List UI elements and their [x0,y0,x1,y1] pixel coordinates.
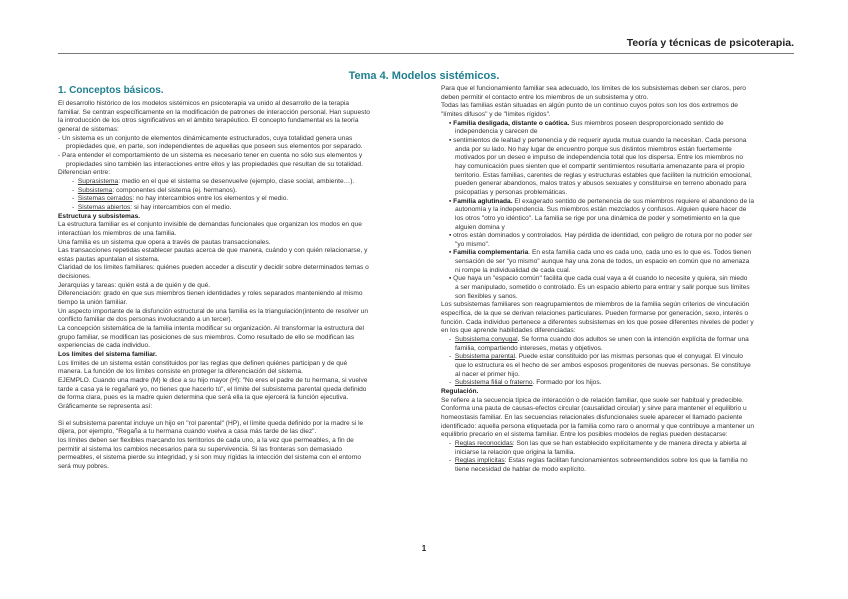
bullet-text: Que haya un "espacio común" facilita que cada cual vaya a él cuando lo necesite y quiera, sin miedo [453,275,748,283]
text-line: Los subsistemas familiares son reagrupamientos de miembros de la familia según criterios de vinculación [441,301,750,309]
text-line: conflicto familiar de dos personas involucrando a un tercer). [58,316,233,324]
text-line: ▪ Que haya un "espacio común" facilita que cada cual vaya a él cuando lo necesite y quiera, sin miedo [449,275,748,283]
text-line: manera. La función de los límites consiste en proteger la diferenciación del sistema. [58,368,303,376]
bullet-text: . En esta familia cada uno es cada uno, cada uno es lo que es. Todos tienen [528,249,752,257]
bullet-text: Sus miembros poseen desproporcionado sentido de [569,119,724,127]
text-line: Las transacciones repetidas establecer pautas acerca de que manera, cuándo y con quién relacionarse, y [58,247,368,255]
subheading: Los límites del sistema familiar. [58,351,157,359]
subsystem-text: . Formado por los hijos. [532,379,602,387]
subsystem-text: . Se forma cuando dos adultos se unen con la intención explícita de formar una [517,336,749,344]
rule-term: Reglas reconocidas [454,439,513,447]
text-line: Diferencian entre: [58,169,111,177]
term-item: - Sistemas abiertos: si hay intercambios con el medio. [72,203,232,211]
bullet-text: otros están dominados y controlados. Hay pérdida de identidad, con peligro de rotura por no poder ser [453,232,753,240]
term-definition: : medio en el que el sistema se desenvuelve (ejemplo, clase social, ambiente…). [118,177,355,185]
text-line: alguien domina y [455,223,505,231]
term-definition: : no hay intercambios entre los elementos y el medio. [132,195,289,203]
text-line: ni rompe la individualidad de cada cual. [455,266,571,274]
bullet-text: El exagerado sentido de pertenencia de sus miembros requiere el abandono de la [512,197,755,205]
text-line: Los límites de un sistema están constituidos por las reglas que definen quiénes participan y de qué [58,359,348,367]
term-item: - Suprasistema: medio en el que el sistema se desenvuelve (ejemplo, clase social, ambiente…). [72,177,355,185]
figure-gap [58,412,416,420]
term-label: Suprasistema [77,177,119,185]
text-line: propiedades sino también las interacciones entre ellos y las propiedades que resultan de su totalidad. [66,160,363,168]
text-line: - Para entender el comportamiento de un sistema es necesario tener en cuenta no sólo sus elementos y [58,151,363,159]
text-line: "límites difusos" y de "límites rígidos". [441,110,551,118]
header-rule [58,53,794,54]
text-line: La estructura familiar es el conjunto invisible de demandas funcionales que organizan los modos en que [58,221,362,229]
text-line: "yo mismo". [455,240,490,248]
subsystem-term: Subsistema conyugal [454,336,518,344]
text-line: permitir al sistema los cambios necesarios para su supervivencia. Si las fronteras son demasiado [58,445,343,453]
rule-term: Reglas implícitas [454,457,505,465]
text-line: Si el subsistema parental incluye un hijo en "rol parental" (HP), el límite queda definido por la madre si le [58,419,364,427]
subheading: Regulación. [441,387,479,395]
text-line: pueden generar abandonos, malos tratos y abusos sexuales y constituirse en terreno abonado para [455,180,747,188]
text-line: - Un sistema es un conjunto de elementos dinámicamente estructurados, cuya totalidad genera unas [58,134,353,142]
text-line: tiene necesidad de hablar de modo explícito. [455,465,586,473]
document-header-title: Teoría y técnicas de psicoterapia. [626,37,794,49]
term-item: - Subsistema: componentes del sistema (ej. hermanos). [72,186,237,194]
text-line: propiedades que, en parte, son independientes de aquellas que poseen sus elementos por separado. [66,143,363,151]
text-line: de forma clara, pues es la madre quien determina que será ella la que ejercerá la función ejecutiva. [58,394,349,402]
text-line: grupo familiar, se modifican las posiciones de sus miembros. Como resultado de ello se modifican las [58,333,355,341]
text-line: Todas las familias están situadas en algún punto de un continuo cuyos polos son los dos extremos de [441,102,738,110]
text-line: dijera, por ejemplo, "Regaña a tu hermana cuando vuelva a casa más tarde de las diez". [58,428,317,436]
rule-item: - Reglas implícitas: Estas reglas facilitan funcionamientos sobreentendidos sobre los que la familia no [449,457,748,465]
text-line: específica, de la que se derivan relaciones particulares. Pueden formarse por generación, sexo, interés o [441,310,749,318]
text-line: que lo estructura es el hecho de ser ambos esposos progenitores de nuevas personas. Se constituye [455,362,751,369]
term-label: Subsistema [77,186,113,194]
text-line: en los que aprende habilidades diferenciadas: [441,327,576,335]
text-line: identificado: aquella persona etiquetada por la familia como raro o anormal y que contribuye a mantener un [441,422,755,430]
bullet-text: sentimientos de lealtad y pertenencia y de requerir ayuda mutua cuando la necesitan. Cada persona [453,136,747,144]
text-line: El desarrollo histórico de los modelos sistémicos en psicoterapia va unido al desarrollo de la terapia [58,100,350,107]
text-line: La concepción sistemática de la familia intenta modificar su organización. Al transformar la estructura del [58,325,365,333]
text-line: será muy pobres. [58,462,109,470]
text-line: motivados por un deseo e impulso de independencia total que los dispersa. Entre los miembros no [455,154,744,162]
text-line: tarde a casa ya le regañaré yo, no tienes que hacerlo tú", el límite del subsistema parental queda definido [58,385,367,393]
text-line: EJEMPLO. Cuando una madre (M) le dice a su hijo mayor (H): "No eres el padre de tu hermana, si vuelve [58,377,368,384]
text-line: sensación de ser "yo mismo" aunque hay una zona de todos, un espacio en común que no amenaza [455,258,750,266]
text-line: familia, compartiendo intereses, metas y objetivos. [455,344,603,352]
text-line: a ser manipulado, sometido o controlado. Es un espacio abierto para entrar y salir porque sus límites [455,284,750,292]
text-line: al nacer el primer hijo. [455,370,520,378]
subheading: Estructura y subsistemas. [58,212,141,220]
text-line: familiar. Se centran específicamente en la modificación de patrones de interacción personal. Han supuesto [58,108,370,116]
term-label: Sistemas cerrados [77,195,133,203]
text-line: anda por su lado. No hay lugar de encuentro porque sus distintos miembros están fuertemente [455,145,732,153]
text-line: Jerarquías y tareas: quién está a de quién y de qué. [58,281,211,289]
section-title: 1. Conceptos básicos. [58,85,164,96]
text-line: independencia y carecen de [455,128,538,136]
subsystem-text: . Puede estar constituido por las mismas personas que el conyugal. El vínculo [515,353,743,361]
bullet-term: Familia aglutinada. [453,197,513,205]
text-line: ▪ sentimientos de lealtad y pertenencia y de requerir ayuda mutua cuando la necesitan. Cada persona [449,136,747,144]
rule-text: : Son las que se han establecido explícitamente y de manera directa y abierta al [512,439,747,447]
text-line: Un aspecto importante de la disfunción estructural de una familia es la triangulación(intento de resolver un [58,307,369,315]
text-line: los límites deben ser flexibles marcando los territorios de cada uno, a la vez que permeables, a fin de [58,436,354,444]
subsystem-term: Subsistema parental [454,353,515,361]
text-line: equilibrio precario en el sistema familiar. Entre los posibles modelos de reglas pueden destacarse: [441,431,728,439]
term-definition: : si hay intercambios con el medio. [130,203,232,211]
page-number: 1 [421,544,427,553]
text-line: Para que el funcionamiento familiar sea adecuado, los límites de los subsistemas deben ser claros, pero [441,85,746,92]
text-line: iniciarse la relación que origina la familia. [455,448,576,456]
bullet-term: Familia desligada, distante o caótica. [453,119,570,127]
text-line: experiencias de cada individuo. [58,342,151,350]
text-line: deben permitir el contacto entre los miembros de un subsistema y otro. [441,93,649,101]
text-line: homeostasis familiar. En las secuencias relacionales disfuncionales suele aparecer el llamado paciente [441,413,743,421]
text-line: Gráficamente se representa así: [58,402,153,410]
text-line: ▪ otros están dominados y controlados. Hay pérdida de identidad, con peligro de rotura por no poder ser [449,232,753,240]
subsystem-item: - Subsistema parental. Puede estar constituido por las mismas personas que el conyugal. El vínculo [449,353,743,361]
term-item: - Sistemas cerrados: no hay intercambios entre los elementos y el medio. [72,195,289,203]
text-line: psicopatías y personas problemáticas. [455,188,568,196]
text-line: los otros "otro yo idéntico". La familia se rige por una dinámica de poder y sometimiento en la que [455,214,741,222]
text-line: Claridad de los límites familiares: quiénes pueden acceder a discutir y decidir sobre determinados temas o [58,264,369,272]
text-line: tiempo la unión familiar. [58,299,128,307]
rule-text: : Estas reglas facilitan funcionamientos sobreentendidos sobre los que la familia no [504,457,748,465]
chapter-title: Tema 4. Modelos sistémicos. [348,70,500,82]
left-column [58,85,416,472]
term-definition: : componentes del sistema (ej. hermanos). [112,186,237,194]
subsystem-term: Subsistema filial o fraterno [454,379,533,387]
text-line: estas pautas apuntalan el sistema. [58,255,160,263]
bullet-item: ▪ Familia complementaria. En esta familia cada uno es cada uno, cada uno es lo que es. Todos tienen [449,249,752,257]
text-line: son flexibles y sanos. [455,292,518,300]
bullet-item: ▪ Familia desligada, distante o caótica. Sus miembros poseen desproporcionado sentido de [449,119,724,127]
text-line: autonomía y la independencia. Sus miembros están mezclados y confusos. Alguien quiere hacer de [455,206,747,214]
text-line: permeables, el sistema pierde su integridad, y si son muy rígidas la intección del sistema con el entorno [58,454,362,462]
right-column [441,85,797,475]
bullet-item: ▪ Familia aglutinada. El exagerado sentido de pertenencia de sus miembros requiere el abandono de la [449,197,755,205]
text-line: decisiones. [58,273,91,281]
text-line: Una familia es un sistema que opera a través de pautas transaccionales. [58,238,271,246]
text-line: interactúan los miembros de una familia. [58,229,177,237]
text-line: territorio. Estas familias, carentes de reglas y estructuras estables que faciliten la nutrición emocional, [455,171,752,179]
text-line: hay comunicación pues sienten que el compartir sentimientos resultaría amenazante para el propio [455,162,745,170]
text-line: Se refiere a la secuencia típica de interacción o de relación familiar, que suele ser habitual y predecible. [441,396,744,404]
text-line: Conforma una pauta de causas-efectos circular (causalidad circular) y sirve para mantener el equilibrio u [441,405,747,413]
text-line: la introducción de los otros significativos en el ámbito terapéutico. El concepto fundamental es la teoría [58,117,359,125]
subsystem-item: - Subsistema filial o fraterno. Formado por los hijos. [449,379,602,387]
term-label: Sistemas abiertos [77,203,131,211]
text-line: Diferenciación: grado en que sus miembros tienen identidades y roles separados manteniendo al mismo [58,290,363,298]
text-line: general de sistemas: [58,125,119,133]
text-line: función. Cada individuo pertenece a diferentes subsistemas en los que posee diferentes niveles de poder y [441,318,754,326]
rule-item: - Reglas reconocidas: Son las que se han establecido explícitamente y de manera directa y abierta al [449,439,747,447]
subsystem-item: - Subsistema conyugal. Se forma cuando dos adultos se unen con la intención explícita de formar una [449,336,749,344]
bullet-term: Familia complementaria [453,249,529,257]
